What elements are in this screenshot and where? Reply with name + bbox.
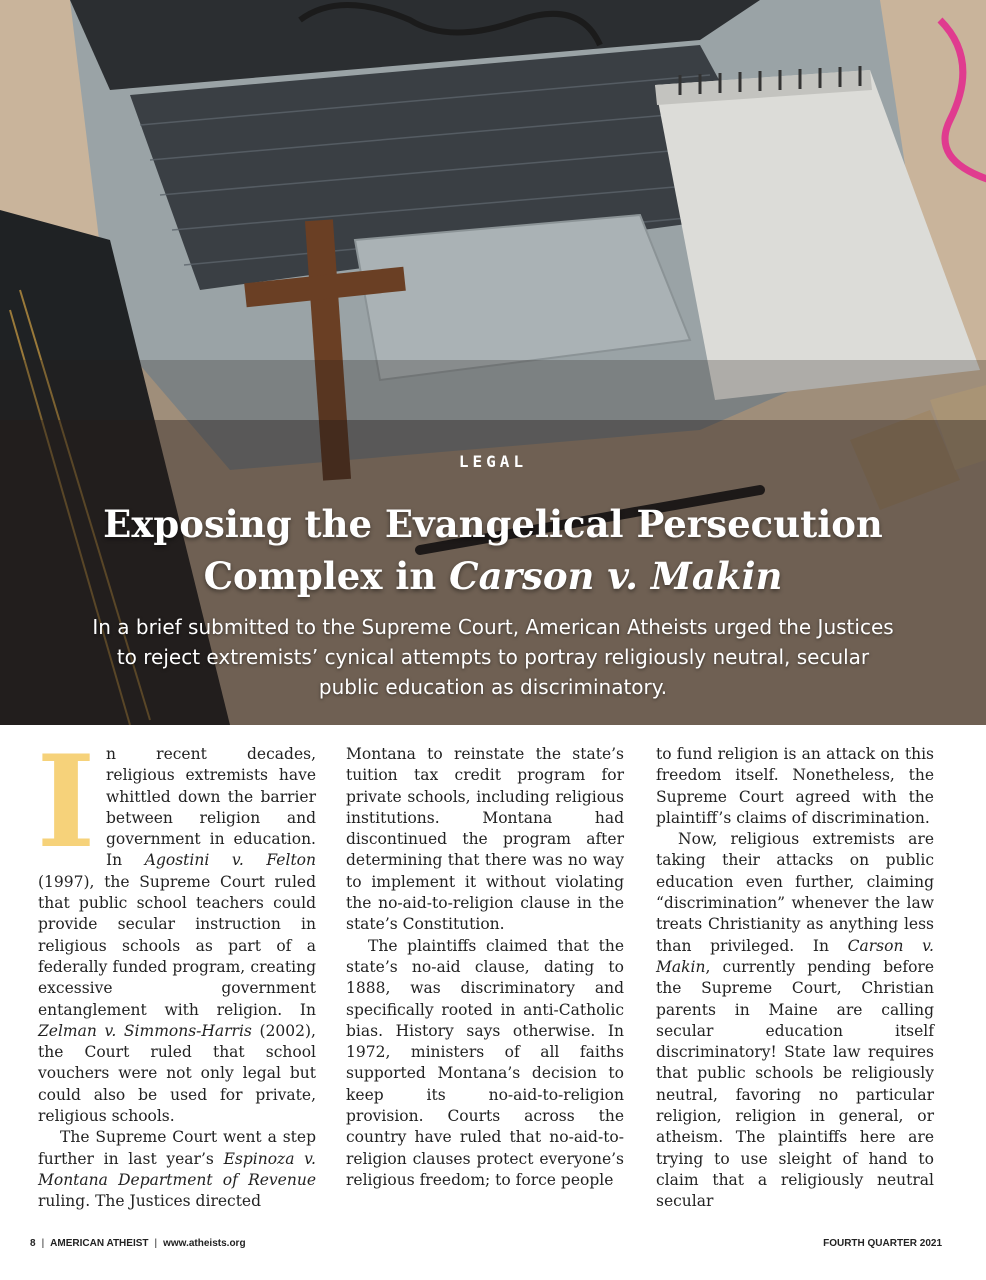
paragraph: [38, 1127, 316, 1212]
text-run: The Supreme Court went a step further in last year’s: [38, 1128, 316, 1168]
case-citation: Carson v. Makin: [656, 936, 934, 976]
paragraph: [36, 728, 316, 1127]
text-run: Now, religious extremists are taking their attacks on public education even further, claiming “discrimination” whenever the law treats Christianity as anything less than privileged. In: [656, 830, 934, 955]
text-run: (1997), the Supreme Court ruled that public school teachers could provide secular instruction in religious schools as part of a federally funded program, creating excessive government entanglement with religion. In: [38, 872, 316, 1019]
text-run: n recent decades, religious extremists have whittled down the barrier between religion and government in education. In: [106, 745, 316, 870]
article-column-1: [36, 728, 316, 1213]
paragraph: The plaintiffs claimed that the state’s no-aid clause, dating to 1888, was discriminatory and specifically rooted in anti-Catholic bias. History says otherwise. In 1972, ministers of all faiths supported Montana’s decision to keep its no-aid-to-religion provision. Courts across the country have ruled that no-aid-to-religion clauses protect everyone’s religious freedom; to force people: [346, 936, 624, 1189]
headline-case-name: Carson v. Makin: [449, 554, 783, 598]
issue-label: FOURTH QUARTER 2021: [823, 1238, 942, 1249]
section-kicker: LEGAL: [458, 452, 528, 471]
drop-cap: I: [36, 728, 96, 876]
paragraph: to fund religion is an attack on this freedom itself. Nonetheless, the Supreme Court agreed with the plaintiff’s claims of discrimination.: [656, 745, 934, 827]
article-deck: In a brief submitted to the Supreme Court, American Atheists urged the Justices to reject extremists’ cynical attempts to portray religiously neutral, secular public education as discriminatory.: [92, 615, 894, 699]
case-citation: Zelman v. Simmons-Harris: [38, 1021, 252, 1040]
text-run: , currently pending before the Supreme Court, Christian parents in Maine are calling secular education itself discriminatory! State law requires that public schools be religiously neutral, favoring no particular religion, religion in general, or atheism. The plaintiffs here are trying to use sleight of hand to claim that a religiously neutral secular: [656, 957, 934, 1211]
text-run: ruling. The Justices directed: [38, 1192, 262, 1211]
case-citation: Espinoza v. Montana Department of Revenue: [38, 1149, 316, 1189]
headline-line1: Exposing the Evangelical Persecution: [103, 502, 883, 546]
headline-line2: Complex in: [203, 554, 450, 598]
paragraph: [656, 829, 934, 1212]
case-citation: Agostini v. Felton: [144, 851, 316, 870]
text-run: (2002), the Court ruled that school vouchers were not only legal but could also be used for private, religious schools.: [38, 1021, 316, 1126]
paragraph: Montana to reinstate the state’s tuition tax credit program for private schools, including religious institutions. Montana had discontinued the program after determining that there was no way to implement it without violating the no-aid-to-religion clause in the state’s Constitution.: [346, 745, 624, 934]
article-headline: [60, 498, 926, 602]
page-footer-left: 8 | AMERICAN ATHEIST | www.atheists.org: [30, 1238, 246, 1249]
article-column-2: [346, 744, 624, 1191]
article-column-3: [656, 744, 934, 1213]
website-link[interactable]: www.atheists.org: [163, 1238, 246, 1249]
page-number: 8: [30, 1238, 36, 1249]
magazine-name: AMERICAN ATHEIST: [50, 1238, 149, 1249]
